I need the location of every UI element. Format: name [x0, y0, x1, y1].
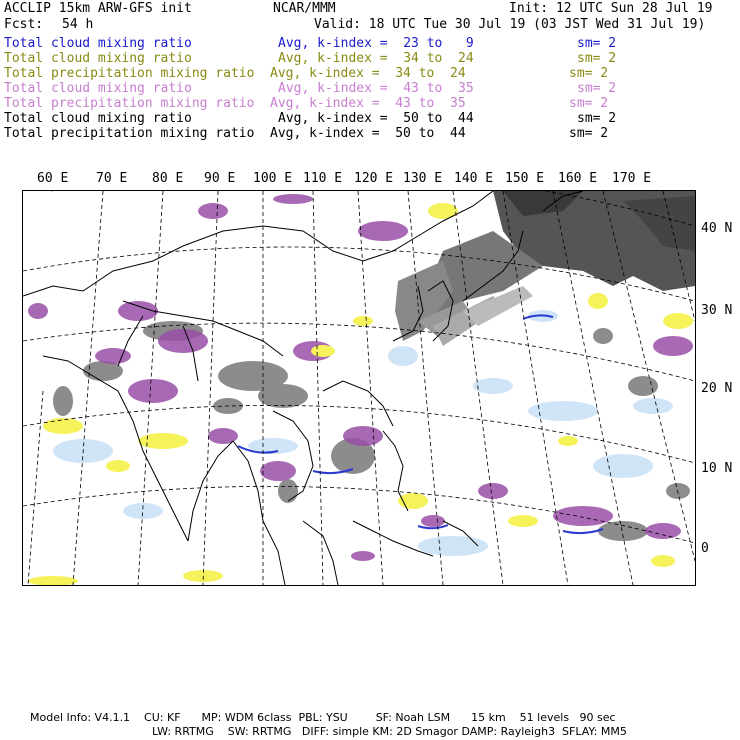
field-name-4: Total cloud mixing ratio	[4, 81, 192, 96]
field-avg-4: Avg, k-index = 43 to 35	[278, 81, 474, 96]
lon-label-90e: 90 E	[204, 171, 236, 186]
field-avg-5: Avg, k-index = 43 to 35	[270, 96, 466, 111]
field-sm-3: sm= 2	[569, 66, 609, 81]
field-name-7: Total precipitation mixing ratio	[4, 126, 255, 141]
lon-label-80e: 80 E	[152, 171, 184, 186]
lon-label-100e: 100 E	[253, 171, 293, 186]
field-name-2: Total cloud mixing ratio	[4, 51, 192, 66]
model-info-line-2: LW: RRTMG SW: RRTMG DIFF: simple KM: 2D Smagor DAMP: Rayleigh3 SFLAY: MM5	[152, 725, 627, 738]
model-title: ACCLIP 15km ARW-GFS init	[4, 1, 192, 16]
model-info-line-1: Model Info: V4.1.1 CU: KF MP: WDM 6class PBL: YSU SF: Noah LSM 15 km 51 levels 90 sec	[30, 711, 616, 724]
field-sm-7: sm= 2	[569, 126, 609, 141]
field-avg-1: Avg, k-index = 23 to 9	[278, 36, 474, 51]
lon-label-150e: 150 E	[505, 171, 545, 186]
field-name-1: Total cloud mixing ratio	[4, 36, 192, 51]
org-label: NCAR/MMM	[273, 1, 336, 16]
lon-label-70e: 70 E	[96, 171, 128, 186]
field-sm-5: sm= 2	[569, 96, 609, 111]
field-avg-3: Avg, k-index = 34 to 24	[270, 66, 466, 81]
forecast-hours: 54 h	[62, 17, 94, 32]
lon-label-110e: 110 E	[303, 171, 343, 186]
field-sm-6: sm= 2	[577, 111, 617, 126]
lat-label-30n: 30 N	[701, 303, 733, 318]
field-avg-2: Avg, k-index = 34 to 24	[278, 51, 474, 66]
field-name-5: Total precipitation mixing ratio	[4, 96, 255, 111]
field-name-3: Total precipitation mixing ratio	[4, 66, 255, 81]
field-name-6: Total cloud mixing ratio	[4, 111, 192, 126]
valid-time: Valid: 18 UTC Tue 30 Jul 19 (03 JST Wed 31 Jul 19)	[314, 17, 706, 32]
map-panel	[22, 190, 696, 586]
init-time: Init: 12 UTC Sun 28 Jul 19	[509, 1, 713, 16]
lon-label-170e: 170 E	[612, 171, 652, 186]
lon-label-160e: 160 E	[558, 171, 598, 186]
field-avg-7: Avg, k-index = 50 to 44	[270, 126, 466, 141]
lon-label-140e: 140 E	[454, 171, 494, 186]
lat-label-20n: 20 N	[701, 381, 733, 396]
lon-label-130e: 130 E	[403, 171, 443, 186]
forecast-label: Fcst:	[4, 17, 44, 32]
lat-label-0: 0	[701, 541, 709, 556]
lon-label-60e: 60 E	[37, 171, 69, 186]
field-sm-1: sm= 2	[577, 36, 617, 51]
field-sm-2: sm= 2	[577, 51, 617, 66]
field-sm-4: sm= 2	[577, 81, 617, 96]
lat-label-40n: 40 N	[701, 221, 733, 236]
map-canvas	[23, 191, 695, 585]
lat-label-10n: 10 N	[701, 461, 733, 476]
lon-label-120e: 120 E	[354, 171, 394, 186]
field-avg-6: Avg, k-index = 50 to 44	[278, 111, 474, 126]
